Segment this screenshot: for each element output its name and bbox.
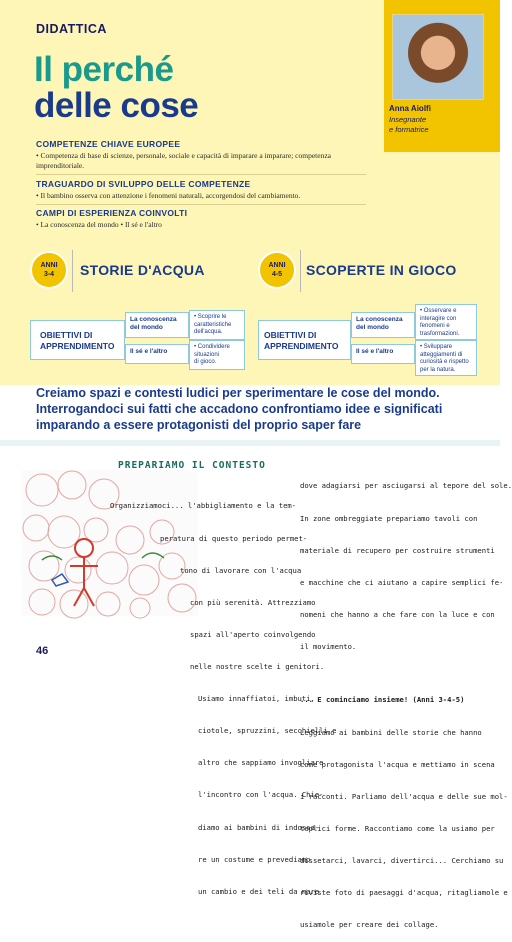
col1-line: peratura di questo periodo permet-	[160, 533, 308, 543]
col2-line: come protagonista l'acqua e mettiamo in scena	[300, 759, 495, 769]
traguardo-text: • Il bambino osserva con attenzione i fenomeni naturali, accorgendosi del cambiamento.	[36, 191, 301, 200]
divider	[36, 204, 366, 205]
col2-subheading: ... E cominciamo insieme! (Anni 3-4-5)	[300, 695, 465, 705]
objectives-label	[40, 330, 114, 352]
col2-line: il movimento.	[300, 641, 357, 651]
objectives-label-line2: APPRENDIMENTO	[40, 341, 115, 351]
traguardo-heading: TRAGUARDO DI SVILUPPO DELLE COMPETENZE	[36, 179, 251, 189]
objectives-label-line1: OBIETTIVI DI	[264, 330, 317, 340]
col1-line: nelle nostre scelte i genitori.	[190, 661, 325, 671]
objective-item: • Sviluppare	[420, 344, 453, 350]
col2-line: dissetarci, lavarci, divertirci... Cerchiamo su	[300, 856, 504, 866]
objective-list-se	[189, 340, 245, 370]
objectives-label-line2: APPRENDIMENTO	[264, 341, 339, 351]
objective-item: situazioni	[194, 351, 220, 358]
author-photo	[392, 14, 484, 100]
objective-item: fenomeni e	[420, 323, 450, 329]
objective-item: trasformazioni.	[420, 330, 460, 337]
campi-text: • La conoscenza del mondo • Il sé e l'altro	[36, 220, 162, 229]
competenze-text: • Competenza di base di scienze, personale, sociale e capacità di imparare a imparare; competenza imprenditoriale.	[36, 151, 331, 170]
section-label: DIDATTICA	[36, 22, 107, 36]
col1-line: l'incontro con l'acqua. Chie-	[198, 790, 324, 800]
col2-line: teplici forme. Raccontiamo come la usiamo per	[300, 823, 495, 833]
objective-item: • Scoprire le	[194, 314, 227, 320]
col1-line: diamo ai bambini di indossa-	[198, 822, 320, 832]
objective-item: interagire con	[420, 315, 457, 322]
col2-line: In zone ombreggiate prepariamo tavoli con	[300, 513, 478, 523]
objectives-label	[264, 330, 338, 352]
objective-item: di gioco.	[194, 359, 217, 365]
col2-line: nomeni che hanno a che fare con la luce e con	[300, 609, 495, 619]
col2-line: e macchine che ci aiutano a capire semplici fe-	[300, 577, 504, 587]
campi-heading: CAMPI DI ESPERIENZA COINVOLTI	[36, 208, 188, 218]
divider	[300, 250, 301, 292]
author-role-line1: Insegnante	[389, 115, 427, 124]
age-badge-3-4	[30, 251, 68, 289]
article-col2	[300, 460, 512, 942]
objective-list-conoscenza	[189, 310, 245, 340]
area-label: Il sé e l'altro	[130, 348, 168, 355]
age-badge-range: 3-4	[43, 271, 55, 278]
col1-line: un cambio e dei teli da mare	[198, 886, 320, 896]
article-heading: PREPARIAMO IL CONTESTO	[118, 460, 266, 471]
objective-list-se	[415, 340, 477, 376]
age-badge-label: ANNI	[268, 262, 286, 269]
lead-paragraph: Creiamo spazi e contesti ludici per sperimentare le cose del mondo. Interrogandoci sui fatti che accadono confrontiamo idee e significati imparando a essere protagonisti del proprio saper fare	[36, 386, 443, 432]
author-name: Anna Aiolfi	[389, 104, 431, 113]
block-title-scoperte: SCOPERTE IN GIOCO	[306, 262, 457, 278]
col2-line: riviste foto di paesaggi d'acqua, ritagliamole e	[300, 888, 508, 898]
age-badge-4-5	[258, 251, 296, 289]
col1-line: ciotole, spruzzini, secchielli e	[198, 726, 337, 736]
col1-line: spazi all'aperto coinvolgendo	[190, 629, 316, 639]
area-label: Il sé e l'altro	[356, 348, 394, 355]
page-number: 46	[36, 645, 49, 657]
objective-item: • Condividere	[194, 344, 230, 350]
divider	[72, 250, 73, 292]
page-title-line2: delle cose	[34, 86, 199, 125]
area-label-line1: La conoscenza	[130, 316, 177, 323]
objective-item: dell'acqua.	[194, 329, 223, 335]
col2-line: i racconti. Parliamo dell'acqua e delle sue mol-	[300, 791, 508, 801]
age-badge-label: ANNI	[40, 262, 58, 269]
divider-band	[0, 440, 500, 446]
objectives-label-line1: OBIETTIVI DI	[40, 330, 93, 340]
area-label-line2: del mondo	[130, 324, 163, 331]
col1-line: altro che sappiamo invogliare	[198, 758, 324, 768]
objective-area-se	[125, 344, 189, 364]
col2-line: usiamole per creare dei collage.	[300, 920, 439, 930]
area-label-line1: La conoscenza	[356, 316, 403, 323]
col1-line: con più serenità. Attrezziamo	[190, 597, 316, 607]
page-title-line1: Il perché	[34, 50, 174, 89]
col2-line: Leggiamo ai bambini delle storie che hanno	[300, 727, 482, 737]
objective-list-conoscenza	[415, 304, 477, 340]
objective-item: curiosità e rispetto	[420, 359, 469, 365]
objective-area-conoscenza	[125, 312, 189, 338]
block-title-storie: STORIE D'ACQUA	[80, 262, 205, 278]
objective-item: atteggiamenti di	[420, 351, 463, 358]
col1-line: Organizziamoci... l'abbigliamento e la tem-	[110, 501, 297, 511]
objective-area-se	[351, 344, 415, 364]
objective-area-conoscenza	[351, 312, 415, 338]
age-badge-range: 4-5	[271, 271, 283, 278]
col1-line: re un costume e prevediamo	[198, 854, 311, 864]
author-role-line2: e formatrice	[389, 125, 429, 134]
col1-line: Usiamo innaffiatoi, imbuti,	[198, 694, 315, 704]
objective-item: caratteristiche	[194, 321, 232, 328]
area-label-line2: del mondo	[356, 324, 389, 331]
author-role	[389, 115, 481, 135]
col2-line: materiale di recupero per costruire strumenti	[300, 545, 495, 555]
col2-line: dove adagiarsi per asciugarsi al tepore del sole.	[300, 481, 512, 491]
divider	[36, 174, 366, 175]
col1-line: tono di lavorare con l'acqua	[180, 565, 302, 575]
objective-item: • Osservare e	[420, 308, 457, 314]
objective-item: per la natura.	[420, 366, 456, 373]
competenze-heading: COMPETENZE CHIAVE EUROPEE	[36, 139, 181, 149]
